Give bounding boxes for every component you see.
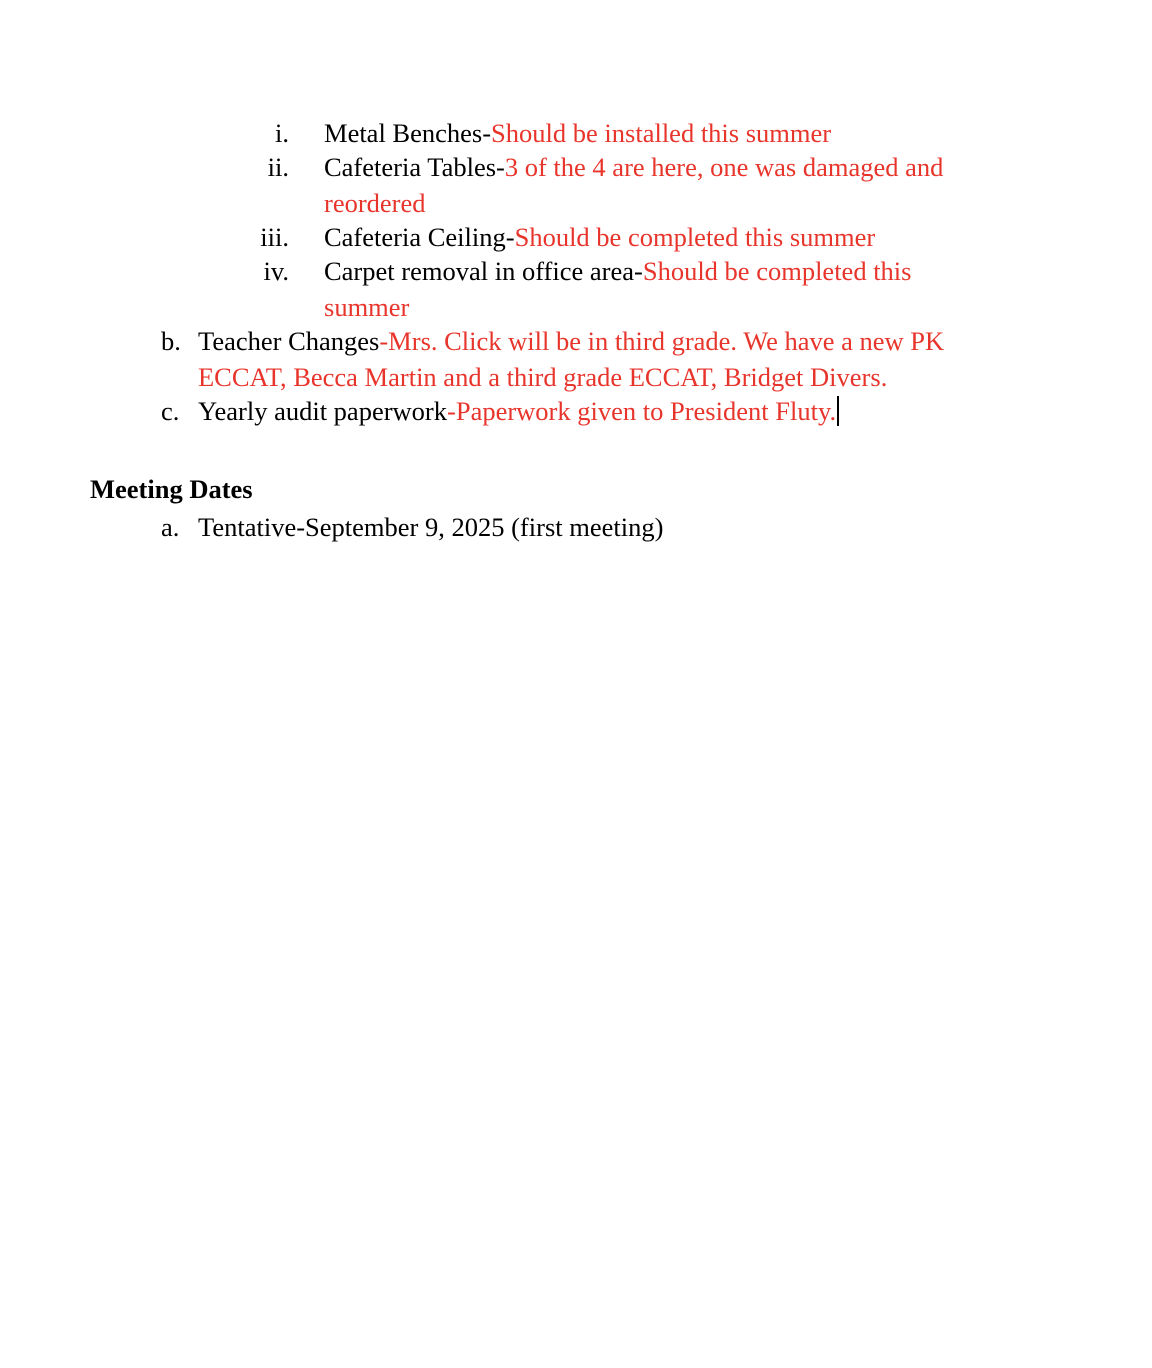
list-item[interactable] bbox=[324, 254, 911, 289]
item-note: Should be installed this summer bbox=[491, 118, 832, 148]
list-marker: a. bbox=[161, 512, 180, 542]
list-marker: iv. bbox=[263, 256, 289, 286]
list-item[interactable] bbox=[324, 150, 943, 185]
item-note: 3 of the 4 are here, one was damaged and bbox=[504, 152, 944, 182]
item-label: Cafeteria Ceiling- bbox=[324, 222, 515, 252]
item-note: Should be completed this summer bbox=[514, 222, 876, 252]
item-note: -Mrs. Click will be in third grade. We have a new PK bbox=[379, 326, 945, 356]
item-label: Carpet removal in office area- bbox=[324, 256, 643, 286]
list-marker: iii. bbox=[260, 222, 289, 252]
list-item[interactable] bbox=[198, 394, 839, 429]
list-item[interactable] bbox=[324, 116, 831, 151]
item-label: Metal Benches- bbox=[324, 118, 492, 148]
item-note-continued: ECCAT, Becca Martin and a third grade ECCAT, Bridget Divers. bbox=[198, 362, 888, 392]
section-heading: Meeting Dates bbox=[90, 474, 253, 504]
item-note: -Paperwork given to President Fluty. bbox=[447, 396, 837, 426]
list-item[interactable]: Tentative-September 9, 2025 (first meeting) bbox=[198, 512, 664, 542]
list-marker: i. bbox=[275, 118, 289, 148]
item-label: Cafeteria Tables- bbox=[324, 152, 505, 182]
item-label: Teacher Changes bbox=[198, 326, 380, 356]
item-note-continued: reordered bbox=[324, 188, 426, 218]
list-marker: ii. bbox=[267, 152, 289, 182]
item-label: Yearly audit paperwork bbox=[198, 396, 447, 426]
list-marker: c. bbox=[161, 396, 180, 426]
item-note: Should be completed this bbox=[642, 256, 912, 286]
list-item[interactable] bbox=[324, 220, 875, 255]
list-item[interactable] bbox=[198, 324, 944, 359]
list-marker: b. bbox=[161, 326, 181, 356]
text-cursor bbox=[837, 396, 839, 426]
item-note-continued: summer bbox=[324, 292, 410, 322]
